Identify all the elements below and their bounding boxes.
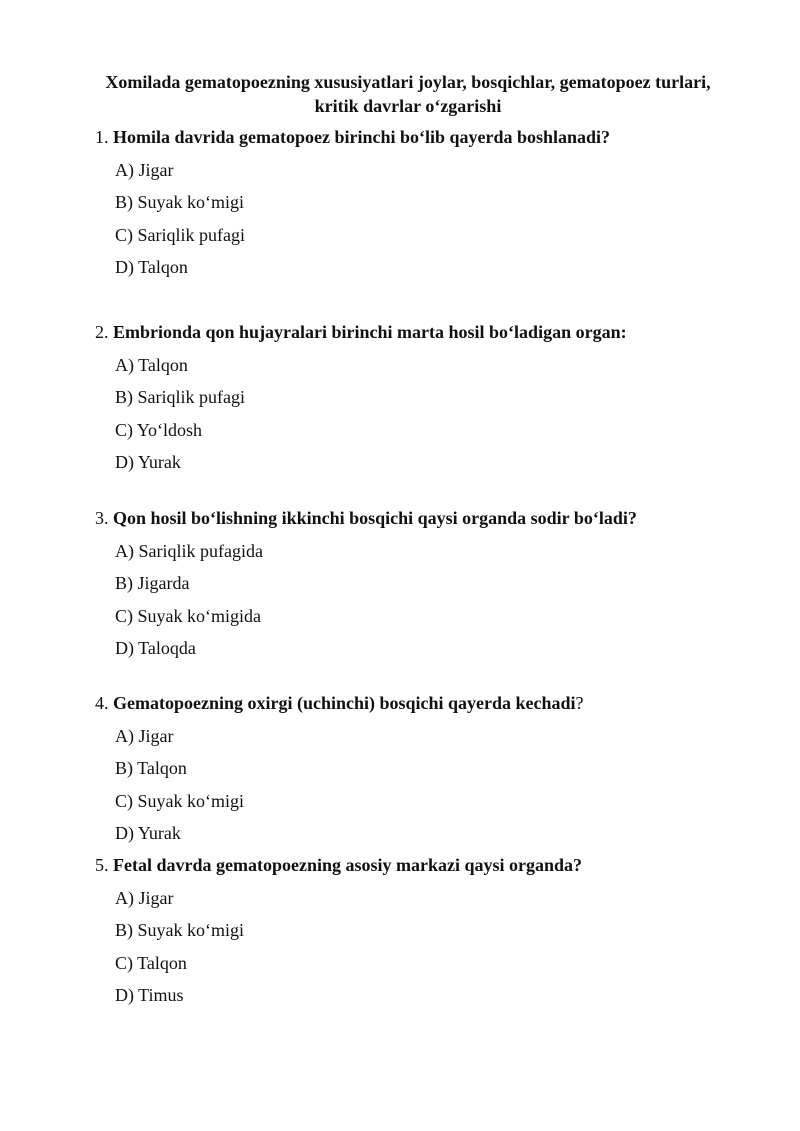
question-1-options [115,159,755,279]
question-3-option-c: C) Suyak ko‘migida [115,605,261,626]
question-5-heading [95,854,755,876]
question-1 [95,126,755,278]
question-4-number: 4. [95,693,109,713]
question-4-option-a: A) Jigar [115,725,174,746]
question-3-text: Qon hosil bo‘lishning ikkinchi bosqichi qaysi organda sodir bo‘ladi? [113,508,637,528]
question-5 [95,854,755,1006]
question-2 [95,321,755,473]
question-2-option-c: C) Yo‘ldosh [115,419,203,440]
question-2-option-b: B) Sariqlik pufagi [115,387,245,407]
question-2-number: 2. [95,322,109,342]
question-5-option-b: B) Suyak ko‘migi [115,920,244,940]
question-4-heading [95,692,755,714]
question-2-heading [95,321,755,343]
question-4-option-d: D) Yurak [115,823,181,843]
question-1-option-c: C) Sariqlik pufagi [115,224,245,245]
question-3-option-a: A) Sariqlik pufagida [115,540,263,561]
document-title [80,70,736,118]
question-4-text: Gematopoezning oxirgi (uchinchi) bosqichi qayerda kechadi [113,693,576,713]
question-5-option-d: D) Timus [115,985,184,1005]
question-4-option-b: B) Talqon [115,758,187,778]
question-5-options [115,887,755,1007]
question-1-number: 1. [95,127,109,147]
document-title-line-2: kritik davrlar o‘zgarishi [314,96,502,116]
question-4 [95,692,755,844]
question-4-option-c: C) Suyak ko‘migi [115,790,244,811]
question-1-option-d: D) Talqon [115,257,188,277]
question-2-options [115,354,755,474]
question-5-text: Fetal davrda gematopoezning asosiy markazi qaysi organda? [113,855,583,875]
question-1-heading [95,126,755,148]
question-5-option-c: C) Talqon [115,952,187,973]
question-4-options [115,725,755,845]
question-1-option-b: B) Suyak ko‘migi [115,192,244,212]
question-2-option-a: A) Talqon [115,354,188,375]
question-3-option-b: B) Jigarda [115,573,190,593]
question-1-option-a: A) Jigar [115,159,174,180]
question-5-number: 5. [95,855,109,875]
question-4-tail: ? [575,693,584,713]
question-3-option-d: D) Taloqda [115,638,196,658]
question-5-option-a: A) Jigar [115,887,174,908]
question-3-options [115,540,755,660]
question-1-text: Homila davrida gematopoez birinchi bo‘lib qayerda boshlanadi? [113,127,611,147]
question-3 [95,507,755,659]
question-2-option-d: D) Yurak [115,452,181,472]
question-3-heading [95,507,755,529]
document-title-line-1: Xomilada gematopoezning xususiyatlari joylar, bosqichlar, gematopoez turlari, [105,72,711,92]
question-2-text: Embrionda qon hujayralari birinchi marta hosil bo‘ladigan organ: [113,322,627,342]
question-3-number: 3. [95,508,109,528]
